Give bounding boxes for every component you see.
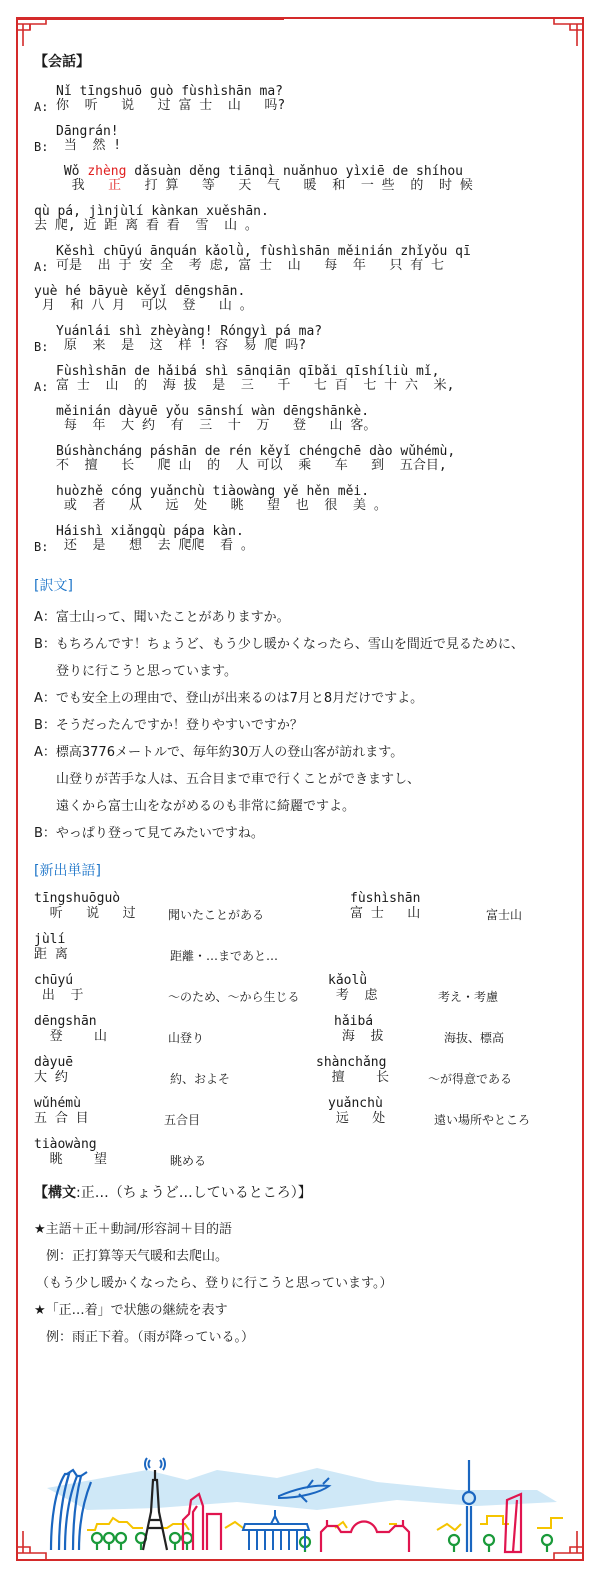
hanzi-segment: 打 算 等 天 气 暖 和 一 些 的 时 候	[128, 178, 473, 193]
vocab-row	[34, 973, 574, 1014]
dialogue-line	[34, 324, 574, 364]
vocab-hanzi: 擅 长	[316, 1070, 389, 1085]
pattern-heading	[34, 1182, 574, 1204]
pattern-rule: ★主語＋正＋動詞/形容詞＋目的語	[34, 1222, 233, 1237]
vocab-meaning: 聞いたことがある	[168, 908, 265, 922]
hanzi-segment: 我	[56, 178, 101, 193]
translation-section	[34, 604, 574, 847]
dialogue-line	[34, 524, 574, 564]
vocab-pinyin: dēngshān	[34, 1014, 97, 1029]
hanzi-text: 还 是 想 去 爬爬 看 。	[56, 538, 254, 553]
pinyin-text: Kěshì chūyú ānquán kǎolǜ, fùshìshān měinián zhǐyǒu qī	[56, 244, 471, 259]
vocab-item	[316, 1055, 513, 1086]
vocab-meaning: 距離・…まであと…	[170, 949, 279, 963]
city-skyline-illustration	[17, 1440, 583, 1560]
vocab-row	[34, 891, 574, 932]
vocab-hanzi: 听 说 过	[34, 906, 136, 921]
vocab-pinyin: yuǎnchù	[328, 1096, 383, 1111]
dialogue-line	[34, 364, 574, 404]
vocab-meaning: 五合目	[164, 1113, 201, 1127]
vocab-row	[34, 1096, 574, 1137]
vocab-pinyin: jùlí	[34, 932, 66, 947]
vocabulary-section	[34, 891, 574, 1178]
translation-line: A：富士山って、聞いたことがありますか。	[34, 610, 290, 625]
vocab-item	[34, 932, 279, 963]
vocab-meaning: 山登り	[168, 1031, 205, 1045]
hanzi-text: 原 来 是 这 样 ! 容 易 爬 吗?	[56, 338, 307, 353]
vocab-row	[34, 1137, 574, 1178]
hanzi-text: 当 然 !	[56, 138, 122, 153]
pattern-gloss: （もう少し暖かくなったら、登りに行こうと思っています。）	[36, 1276, 393, 1291]
translation-line: B：そうだったんですか！登りやすいですか？	[34, 718, 303, 733]
vocab-hanzi: 出 于	[34, 988, 84, 1003]
vocab-hanzi: 远 处	[328, 1111, 386, 1126]
pattern-example: 例：正打算等天气暖和去爬山。	[46, 1249, 229, 1264]
vocab-pinyin: tīngshuōguò	[34, 891, 121, 906]
highlighted-pinyin: zhèng	[87, 164, 127, 179]
translation-line: A：でも安全上の理由で、登山が出来るのは7月と8月だけですよ。	[34, 691, 424, 706]
vocab-item	[34, 1055, 231, 1086]
pattern-rule: ★「正…着」で状態の継続を表す	[34, 1303, 228, 1318]
vocab-pinyin: wǔhémù	[34, 1096, 81, 1111]
pinyin-text: Búshàncháng páshān de rén kěyǐ chéngchē dào wǔhémù,	[56, 444, 456, 459]
dialogue-line	[34, 244, 574, 284]
pinyin-text: qù pá, jìnjùlí kànkan xuěshān.	[34, 204, 269, 219]
vocab-meaning: ～が得意である	[428, 1072, 513, 1086]
hanzi-text: 你 听 说 过 富 士 山 吗?	[56, 98, 286, 113]
speaker-label: A:	[34, 100, 49, 114]
translation-line: A：標高3776メートルで、毎年約30万人の登山客が訪れます。	[34, 745, 404, 760]
dialogue-line	[34, 84, 574, 124]
vocab-pinyin: kǎolǜ	[328, 973, 368, 988]
vocab-meaning: 眺める	[170, 1154, 207, 1168]
vocab-pinyin: hǎibá	[334, 1014, 374, 1029]
vocab-hanzi: 眺 望	[34, 1152, 107, 1167]
dialogue-line	[34, 164, 574, 204]
vocab-item	[328, 1096, 531, 1127]
conversation-section	[34, 84, 574, 564]
vocab-item	[34, 891, 265, 922]
vocab-row	[34, 932, 574, 973]
pinyin-segment: Wǒ	[56, 164, 88, 179]
vocab-item	[34, 1096, 201, 1127]
dialogue-line	[34, 484, 574, 524]
vocab-meaning: 海抜、標高	[444, 1031, 505, 1045]
vocab-item	[334, 1014, 505, 1045]
vocab-meaning: 遠い場所やところ	[434, 1113, 531, 1127]
vocabulary-heading: [新出単語]	[34, 863, 101, 879]
vocab-pinyin: shànchǎng	[316, 1055, 387, 1070]
speaker-label: B:	[34, 540, 49, 554]
vocab-item	[34, 1014, 205, 1045]
vocab-hanzi: 大 约	[34, 1070, 68, 1085]
vocab-item	[34, 973, 300, 1004]
pinyin-text: měinián dàyuē yǒu sānshí wàn dēngshānkè.	[56, 404, 370, 419]
vocab-hanzi: 五 合 目	[34, 1111, 89, 1126]
translation-line: 登りに行こうと思っています。	[56, 664, 237, 679]
dialogue-line	[34, 404, 574, 444]
pinyin-text: Dāngrán!	[56, 124, 119, 139]
highlighted-hanzi: 正	[100, 178, 129, 193]
pinyin-text: Yuánlái shì zhèyàng! Róngyì pá ma?	[56, 324, 323, 339]
vocab-pinyin: dàyuē	[34, 1055, 74, 1070]
lesson-content	[34, 52, 574, 1351]
hanzi-text	[56, 178, 473, 194]
hanzi-text: 富 士 山 的 海 拔 是 三 千 七 百 七 十 六 米,	[56, 378, 455, 393]
pinyin-text: Nǐ tīngshuō guò fùshìshān ma?	[56, 84, 283, 99]
vocab-pinyin: tiàowàng	[34, 1137, 97, 1152]
translation-heading: [訳文]	[34, 578, 73, 594]
hanzi-text: 可是 出 于 安 全 考 虑, 富 士 山 每 年 只 有 七	[56, 258, 445, 273]
vocab-hanzi: 考 虑	[328, 988, 378, 1003]
pinyin-text: huòzhě cóng yuǎnchù tiàowàng yě hěn měi.	[56, 484, 370, 499]
vocab-row	[34, 1014, 574, 1055]
vocab-pinyin: chūyú	[34, 973, 74, 988]
dialogue-line	[34, 284, 574, 324]
pattern-example: 例：雨正下着。（雨が降っている。）	[46, 1330, 255, 1345]
translation-line: B：やっぱり登って見てみたいですね。	[34, 826, 264, 841]
hanzi-text: 不 擅 长 爬 山 的 人 可以 乘 车 到 五合目,	[56, 458, 447, 473]
vocab-hanzi: 富 士 山	[350, 906, 421, 921]
pinyin-text: Fùshìshān de hǎibá shì sānqiān qībǎi qīshíliù mǐ,	[56, 364, 440, 379]
hanzi-text: 每 年 大 约 有 三 十 万 登 山 客。	[56, 418, 377, 433]
speaker-label: A:	[34, 260, 49, 274]
vocab-pinyin: fùshìshān	[350, 891, 421, 906]
speaker-label: B:	[34, 140, 49, 154]
vocab-meaning: ～のため、～から生じる	[168, 990, 300, 1004]
vocab-meaning: 富士山	[486, 908, 523, 922]
dialogue-line	[34, 444, 574, 484]
vocab-row	[34, 1055, 574, 1096]
pinyin-text: yuè hé bāyuè kěyǐ dēngshān.	[34, 284, 246, 299]
conversation-heading: 【会話】	[34, 54, 90, 70]
pattern-heading-bold: 【構文	[34, 1185, 76, 1201]
translation-line: B：もちろんです！ちょうど、もう少し暖かくなったら、雪山を間近で見るために、	[34, 637, 524, 652]
translation-line: 遠くから富士山をながめるのも非常に綺麗ですよ。	[56, 799, 356, 814]
vocab-item	[34, 1137, 207, 1168]
hanzi-text: 月 和 八 月 可以 登 山 。	[34, 298, 253, 313]
pattern-heading-text: :正…（ちょうど…しているところ）】	[76, 1185, 312, 1201]
vocab-item	[350, 891, 523, 922]
hanzi-text: 或 者 从 远 处 眺 望 也 很 美 。	[56, 498, 387, 513]
pinyin-segment: dǎsuàn děng tiānqì nuǎnhuo yìxiē de shíhou	[126, 164, 463, 179]
vocab-meaning: 考え・考慮	[438, 990, 499, 1004]
speaker-label: A:	[34, 380, 49, 394]
vocab-hanzi: 距 离	[34, 947, 68, 962]
hanzi-text: 去 爬, 近 距 离 看 看 雪 山 。	[34, 218, 258, 233]
pinyin-text: Háishì xiǎngqù pápa kàn.	[56, 524, 244, 539]
speaker-label: B:	[34, 340, 49, 354]
dialogue-line	[34, 204, 574, 244]
vocab-item	[328, 973, 499, 1004]
vocab-hanzi: 海 拔	[334, 1029, 384, 1044]
pattern-section	[34, 1216, 574, 1351]
vocab-hanzi: 登 山	[34, 1029, 107, 1044]
translation-line: 山登りが苦手な人は、五合目まで車で行くことができますし、	[56, 772, 421, 787]
dialogue-line	[34, 124, 574, 164]
vocab-meaning: 約、およそ	[170, 1072, 231, 1086]
